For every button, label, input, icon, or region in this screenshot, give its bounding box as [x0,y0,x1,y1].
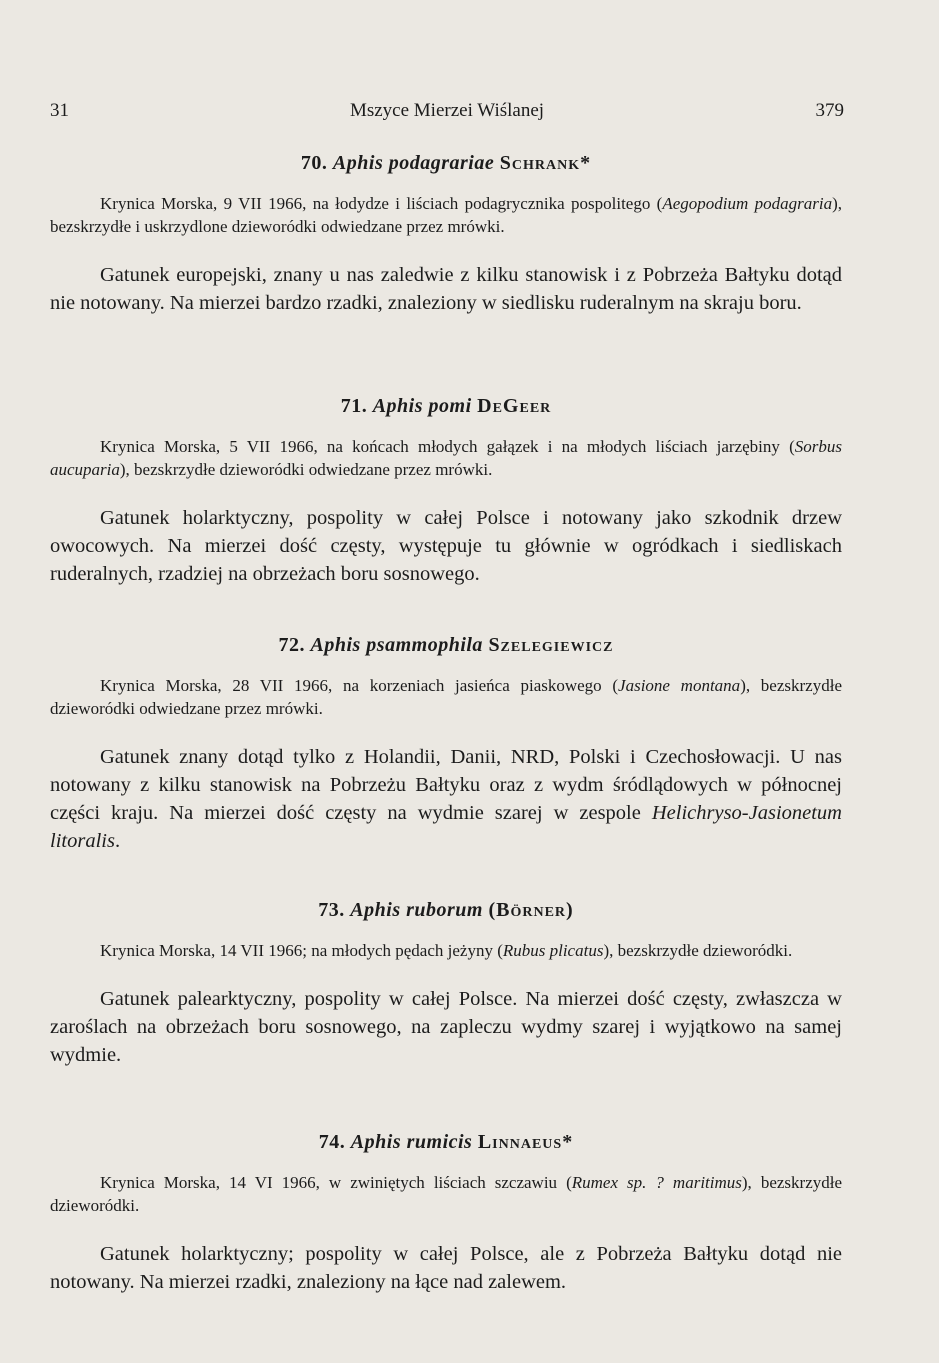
species-name: Aphis psammophila [310,634,483,656]
species-comment: Gatunek holarktyczny, pospolity w całej Polsce i notowany jako szkodnik drzew owocowych. Na mierzei dość częsty, występuje tu głównie w ogródkach i siedliskach ruderalnych, rzadziej na obrzeżach boru sosnowego. [50,507,842,585]
species-name: Aphis pomi [372,395,472,417]
species-number: 74. [318,1131,346,1153]
species-heading [50,1129,842,1155]
species-name: Aphis ruborum [350,899,483,921]
plant-latin-name: Aegopodium podagraria [662,194,833,213]
species-number: 72. [278,634,305,656]
locality-record: Krynica Morska, 14 VII 1966; na młodych pędach jeżyny (Rubus plicatus), bezskrzydłe dzieworódki. [100,941,793,960]
species-author: Schrank* [499,152,592,174]
plant-latin-name: Rumex sp. ? maritimus [571,1173,742,1192]
species-heading [50,897,842,923]
species-entry-71 [50,393,842,588]
species-entry-70 [50,150,842,317]
locality-record: Krynica Morska, 14 VI 1966, w zwiniętych liściach szczawiu (Rumex sp. ? maritimus), bezskrzydłe dzieworódki. [50,1173,843,1215]
page-number-left: 31 [50,100,69,121]
species-heading [50,393,842,419]
species-author: DeGeer [477,395,552,417]
species-author: (Börner) [488,899,574,921]
species-entry-73 [50,897,842,1069]
plant-latin-name: Sorbus aucuparia [50,437,842,479]
species-name: Aphis podagrariae [332,152,495,174]
running-head [50,98,844,124]
species-name: Aphis rumicis [350,1131,473,1153]
species-entry-72 [50,632,842,855]
association-latin-name: Helichryso-Jasionetum litoralis [50,802,842,852]
species-number: 71. [340,395,368,417]
species-number: 73. [318,899,345,921]
species-heading [50,150,842,176]
species-comment: Gatunek palearktyczny, pospolity w całej Polsce. Na mierzei dość częsty, zwłaszcza w zaroślach na obrzeżach boru sosnowego, na zapleczu wydmy szarej i wyjątkowo na samej wydmie. [50,988,842,1066]
species-author: Szelegiewicz [488,634,614,656]
species-heading [50,632,842,658]
species-comment: Gatunek europejski, znany u nas zaledwie z kilku stanowisk i z Pobrzeża Bałtyku dotąd nie notowany. Na mierzei bardzo rzadki, znaleziony w siedlisku ruderalnym na skraju boru. [50,264,842,314]
plant-latin-name: Rubus plicatus [502,941,604,960]
plant-latin-name: Jasione montana [618,676,741,695]
species-entry-74 [50,1129,842,1296]
species-author: Linnaeus* [477,1131,574,1153]
page-number-right: 379 [815,100,844,121]
locality-record: Krynica Morska, 9 VII 1966, na łodydze i liściach podagrycznika pospolitego (Aegopodium podagraria), bezskrzydłe i uskrzydlone dzieworódki odwiedzane przez mrówki. [50,194,842,236]
species-comment: Gatunek holarktyczny; pospolity w całej Polsce, ale z Pobrzeża Bałtyku dotąd nie notowany. Na mierzei rzadki, znaleziony na łące nad zalewem. [50,1243,842,1293]
running-title: Mszyce Mierzei Wiślanej [349,100,545,121]
locality-record: Krynica Morska, 28 VII 1966, na korzeniach jasieńca piaskowego (Jasione montana), bezskrzydłe dzieworódki odwiedzane przez mrówki. [50,676,842,718]
locality-record: Krynica Morska, 5 VII 1966, na końcach młodych gałązek i na młodych liściach jarzębiny (Sorbus aucuparia), bezskrzydłe dzieworódki odwiedzane przez mrówki. [50,437,842,479]
species-number: 70. [300,152,328,174]
species-comment: Gatunek znany dotąd tylko z Holandii, Danii, NRD, Polski i Czechosłowacji. U nas notowany z kilku stanowisk na Pobrzeżu Bałtyku oraz z wydm śródlądowych w północnej części kraju. Na mierzei dość częsty na wydmie szarej w zespole Helichryso-Jasionetum litoralis. [50,746,842,852]
